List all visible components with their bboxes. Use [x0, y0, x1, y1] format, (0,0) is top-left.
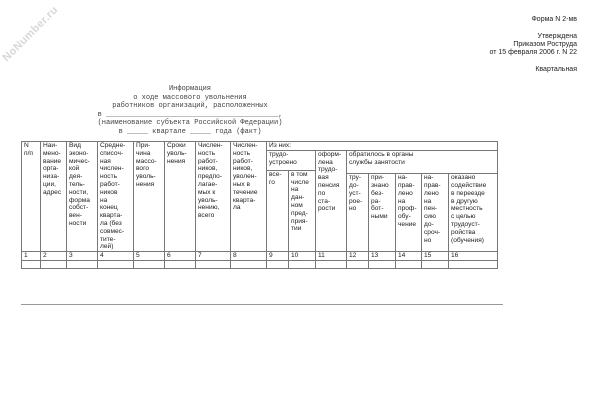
report-table — [21, 141, 498, 269]
empty-cell — [98, 261, 134, 269]
empty-cell — [396, 261, 422, 269]
column-number: 12 — [347, 252, 369, 261]
title-line: в _____ квартале _____ года (факт) — [118, 127, 262, 136]
empty-cell — [22, 261, 41, 269]
empty-cell — [369, 261, 396, 269]
document-title — [60, 85, 320, 137]
column-number: 14 — [396, 252, 422, 261]
column-number: 4 — [98, 252, 134, 261]
title-line: Информация — [168, 85, 211, 93]
approval-block — [490, 33, 578, 57]
column-header: Вид эконо- мичес- кой дея- тель- ности, форма собст- вен- ности — [67, 142, 98, 252]
header-row — [22, 142, 498, 151]
title-line: в _________________________________________, — [97, 110, 283, 119]
watermark: NoNumber.ru — [0, 3, 61, 65]
column-number: 15 — [422, 252, 449, 261]
column-header: Числен- ность работ- ников, уволен- ных в течение кварта- ла — [231, 142, 267, 252]
title-line: о ходе массового увольнения — [133, 93, 247, 102]
column-number: 10 — [289, 252, 316, 261]
empty-cell — [347, 261, 369, 269]
column-header: Наи- мено- вание орга- низа- ции, адрес — [41, 142, 67, 252]
column-header: N п/п — [22, 142, 41, 252]
column-number: 11 — [316, 252, 347, 261]
column-number: 16 — [449, 252, 498, 261]
empty-cell — [41, 261, 67, 269]
column-number: 1 — [22, 252, 41, 261]
title-line: работников организаций, расположенных — [112, 102, 268, 111]
column-header: на- прав- лено на пен- сию до- сроч- но — [422, 174, 449, 252]
column-header: Сроки уволь- нения — [165, 142, 196, 252]
column-header: при- знано без- ра- бот- ными — [369, 174, 396, 252]
column-number: 8 — [231, 252, 267, 261]
approval-line: от 15 февраля 2006 г. N 22 — [489, 49, 577, 56]
separator-line — [21, 304, 503, 305]
empty-cell — [134, 261, 165, 269]
empty-cell — [231, 261, 267, 269]
column-number-row — [22, 252, 498, 261]
column-header: оказано содействие в переезде в другую местность с целью трудоуст- ройства (обучения) — [449, 174, 498, 252]
column-number: 13 — [369, 252, 396, 261]
empty-cell — [316, 261, 347, 269]
group-header: Из них: — [267, 142, 498, 151]
column-header: Средне- списоч- ная числен- ность работ- ников на конец кварта- ла (без совмес- тите- лей) — [98, 142, 134, 252]
subgroup-header: трудо- устроено — [267, 150, 316, 170]
form-number: Форма N 2-мв — [531, 16, 577, 23]
column-number: 6 — [165, 252, 196, 261]
column-number: 2 — [41, 252, 67, 261]
approval-line: Приказом Роструда — [513, 41, 577, 48]
subgroup-header: обратилось в органы службы занятости — [347, 150, 498, 173]
empty-cell — [196, 261, 231, 269]
empty-cell — [422, 261, 449, 269]
empty-cell — [289, 261, 316, 269]
title-line: (наименование субъекта Российской Федерации) — [97, 119, 283, 128]
period-label: Квартальная — [535, 66, 577, 73]
column-header: в том числе на дан- ном пред- прия- тии — [289, 170, 316, 251]
empty-cell — [267, 261, 289, 269]
empty-cell — [449, 261, 498, 269]
data-row — [22, 261, 498, 269]
column-number: 7 — [196, 252, 231, 261]
empty-cell — [165, 261, 196, 269]
column-header: Числен- ность работ- ников, предпо- лагае- мых к уволь- нению, всего — [196, 142, 231, 252]
column-number: 3 — [67, 252, 98, 261]
column-number: 9 — [267, 252, 289, 261]
column-header: тру- до- уст- рое- но — [347, 174, 369, 252]
subgroup-header: оформ- лена трудо- вая пенсия по ста- рости — [316, 150, 347, 251]
column-header: на- прав- лено на проф- обу- чение — [396, 174, 422, 252]
column-header: При- чина массо- вого уволь- нения — [134, 142, 165, 252]
column-header: все- го — [267, 170, 289, 251]
empty-cell — [67, 261, 98, 269]
approval-line: Утверждена — [537, 33, 577, 40]
column-number: 5 — [134, 252, 165, 261]
